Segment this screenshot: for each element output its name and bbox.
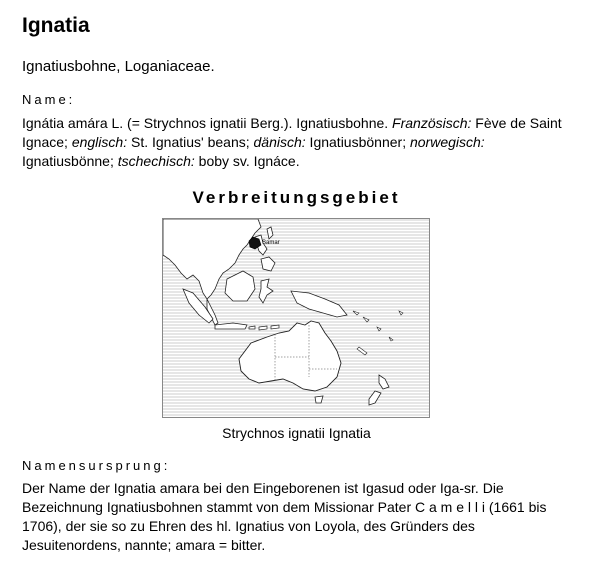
name-paragraph xyxy=(22,114,577,171)
origin-paragraph: Der Name der Ignatia amara bei den Eingeborenen ist Igasud oder Iga-sr. Die Bezeichnung Ignatiusbohnen stammt von dem Missionar Pater C a m e l l i (1661 bis 1706), der sie so zu Ehren des hl. Ignatius von Loyola, des Gründers des Jesuitenordens, nannte; amara = bitter. xyxy=(22,480,547,553)
language-label: Französisch: xyxy=(392,115,472,131)
name-text: Ignátia amára L. (= Strychnos ignatii Berg.). Ignatiusbohne. xyxy=(22,115,393,131)
language-label: tschechisch: xyxy=(117,153,195,169)
name-text: Fève de Saint Ignace; xyxy=(22,115,562,150)
language-label: dänisch: xyxy=(253,134,306,150)
name-text: Ignatiusbönne; xyxy=(22,153,118,169)
name-text: Ignatiusbönner; xyxy=(305,134,410,150)
name-text: boby sv. Ignáce. xyxy=(194,153,300,169)
language-label: englisch: xyxy=(71,134,128,150)
map-image xyxy=(163,219,429,417)
samar-label: Samar xyxy=(262,240,280,246)
map-caption: Strychnos ignatii Ignatia xyxy=(222,425,371,441)
name-section-label: Name: xyxy=(22,92,76,107)
language-label: norwegisch: xyxy=(409,134,485,150)
distribution-map xyxy=(162,218,430,418)
page-title: Ignatia xyxy=(22,14,90,37)
map-heading: Verbreitungsgebiet xyxy=(192,188,401,207)
name-text: St. Ignatius' beans; xyxy=(127,134,254,150)
page-subtitle: Ignatiusbohne, Loganiaceae. xyxy=(22,58,215,75)
origin-section-label: Namensursprung: xyxy=(22,458,171,473)
